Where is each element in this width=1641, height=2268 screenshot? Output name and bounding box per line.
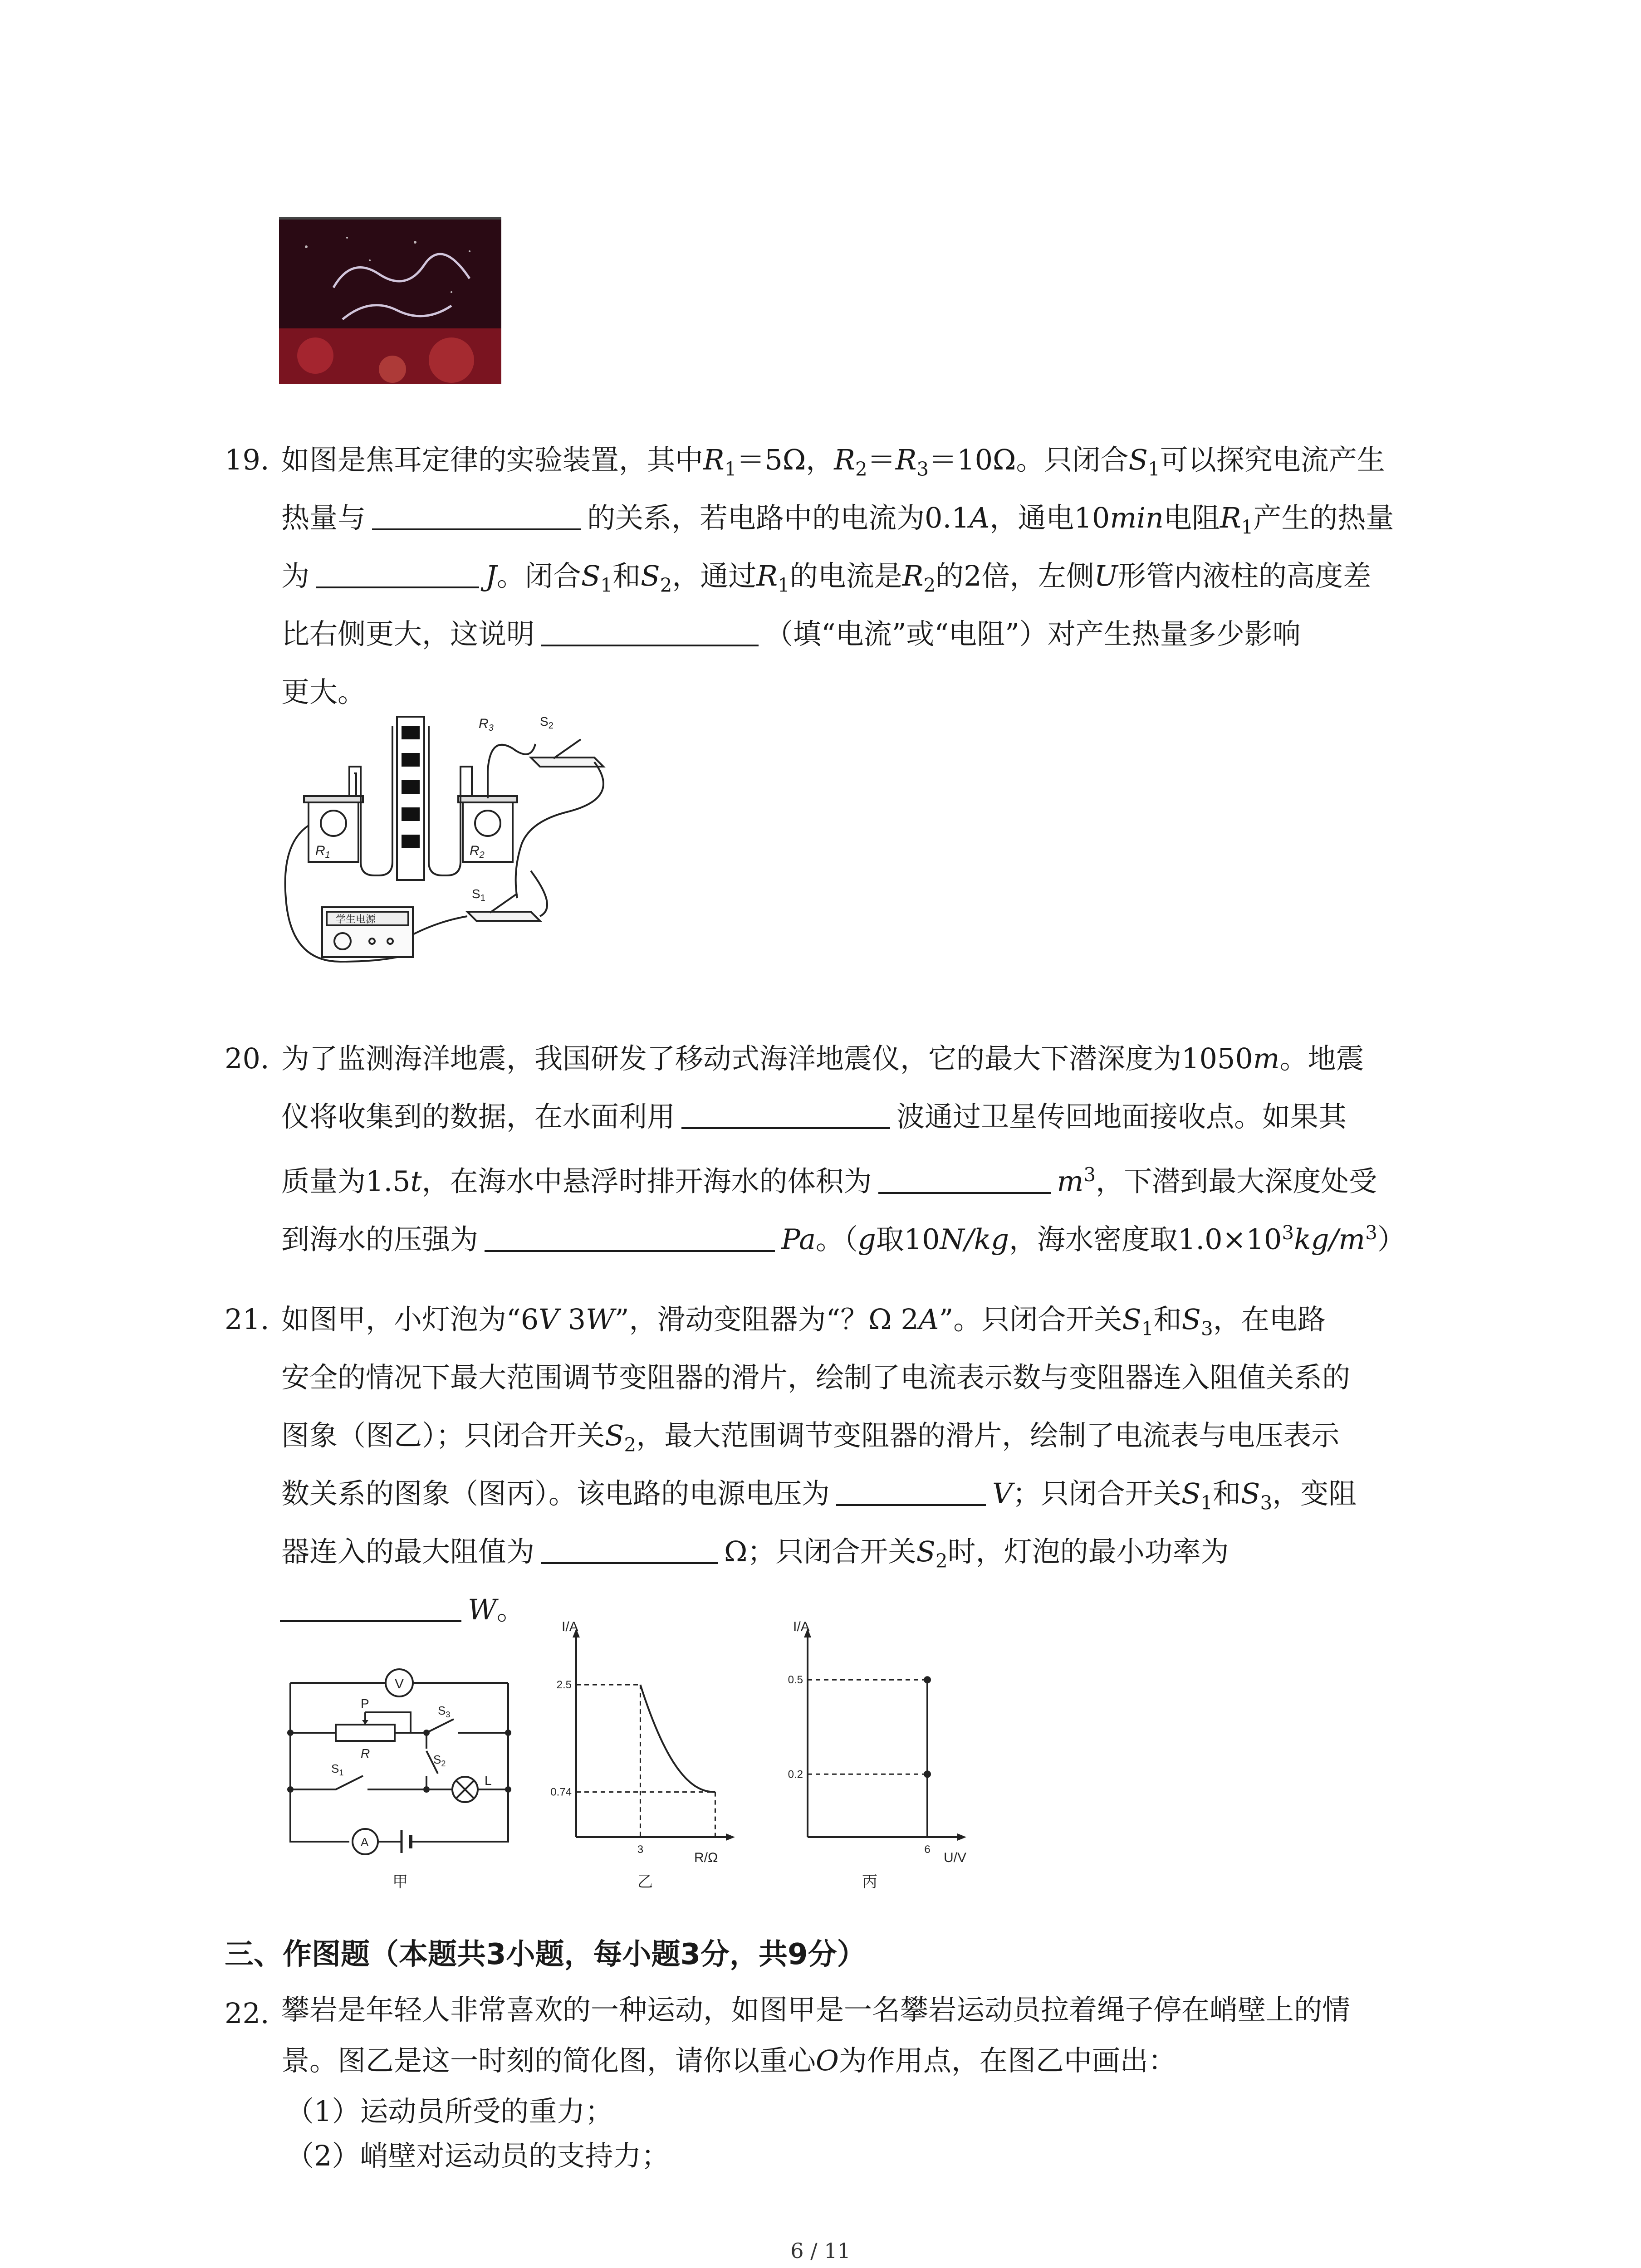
svg-text:R3: $R_3$ (479, 716, 494, 733)
q21-line5: 器连入的最大阻值为 Ω；只闭合开关$S_2$时，灯泡的最小功率为 (281, 1535, 1229, 1572)
q19-number: 19. (225, 443, 269, 476)
s2-label-jia: S (433, 1753, 441, 1766)
q19-text (281, 431, 1443, 721)
q21-line4: 数关系的图象（图丙）。该电路的电源电压为 V；只闭合开关$S_1$和$S_3$，变阻 (281, 1477, 1357, 1514)
q19-line2: 热量与 的关系，若电路中的电流为0.1A，通电10min电阻$R_1$产生的热量 (281, 501, 1394, 538)
q20-blank1[interactable] (681, 1101, 890, 1129)
q22-text (281, 1984, 1443, 2175)
slogan-photo-art (279, 220, 501, 384)
q20-blank2[interactable] (878, 1166, 1051, 1194)
caption-yi: 乙 (637, 1873, 653, 1891)
s2-label: S (540, 714, 549, 728)
q22-line4: （2）峭壁对运动员的支持力； (286, 2139, 670, 2172)
q21-graph-bing (771, 1615, 989, 1896)
q19-line3: 为 J。闭合$S_1$和$S_2$，通过$R_1$的电流是$R_2$的2倍，左侧U形管内液柱的高度差 (281, 559, 1371, 596)
s2-switch-base (531, 758, 603, 767)
q20-blank3[interactable] (485, 1224, 775, 1252)
voltmeter-label: V (395, 1677, 404, 1691)
q21-number: 21. (225, 1303, 269, 1336)
q20-number: 20. (225, 1042, 269, 1075)
r1-label: R (315, 843, 325, 858)
ammeter-label: A (361, 1835, 369, 1849)
yi-curve (640, 1685, 715, 1792)
q19-blank2[interactable] (316, 560, 479, 588)
q21-blank3[interactable] (280, 1594, 461, 1622)
q21-line3: 图象（图乙）；只闭合开关$S_2$，最大范围调节变阻器的滑片，绘制了电流表与电压表示 (281, 1419, 1340, 1456)
slogan-photo (279, 217, 501, 384)
s1-label-jia: S (331, 1762, 339, 1775)
bing-ytick-0.5: 0.5 (788, 1674, 803, 1686)
q20-line2: 仪将收集到的数据，在水面利用 波通过卫星传回地面接收点。如果其 (281, 1100, 1347, 1133)
q19-figure (277, 708, 622, 971)
svg-text:S1: $S_1$ (331, 1762, 344, 1777)
svg-text:R2: $R_2$ (470, 843, 485, 860)
bing-point-0.2 (924, 1770, 931, 1778)
q21-circuit-jia (281, 1656, 517, 1896)
bing-ytick-0.2: 0.2 (788, 1768, 803, 1781)
s1-switch-base (467, 912, 540, 921)
slider-label: P (361, 1696, 369, 1711)
svg-text:R1: $R_1$ (315, 843, 330, 860)
s1-label: S (472, 887, 480, 901)
q20-line4: 到海水的压强为 Pa。（g取10N/kg，海水密度取$1.0\times 10^3kg/m^3$） (281, 1222, 1406, 1256)
yi-ylabel: I/A (562, 1619, 578, 1634)
bing-xtick-6: 6 (924, 1843, 931, 1856)
q19-line5: 更大。 (281, 675, 366, 709)
q19-line4: 比右侧更大，这说明 （填“电流”或“电阻”）对产生热量多少影响 (281, 617, 1301, 650)
yi-ytick-0.74: 0.74 (550, 1786, 572, 1799)
bing-ylabel: I/A (793, 1619, 810, 1634)
page-footer: 6 / 11 (790, 2239, 851, 2263)
q22-line2: 景。图乙是这一时刻的简化图，请你以重心O为作用点，在图乙中画出： (281, 2044, 1176, 2077)
s3-label: S (438, 1704, 446, 1717)
q21-blank2[interactable] (541, 1536, 718, 1564)
rheostat-icon (336, 1725, 395, 1741)
r3-label: R (479, 716, 489, 731)
q22-line3: （1）运动员所受的重力； (286, 2095, 613, 2128)
bing-point-0.5 (924, 1676, 931, 1683)
r2-label: R (470, 843, 480, 858)
power-supply-label: 学生电源 (336, 914, 376, 925)
q20-line3: 质量为1.5t，在海水中悬浮时排开海水的体积为 $m^3$，下潜到最大深度处受 (281, 1163, 1377, 1198)
q21-line6: W。 (280, 1581, 1443, 1639)
q21-blank1[interactable] (836, 1478, 986, 1506)
yi-xtick-3: 3 (637, 1843, 644, 1856)
q22-number: 22. (225, 1997, 269, 2030)
yi-xlabel: R/Ω (694, 1850, 718, 1865)
q22-line1: 攀岩是年轻人非常喜欢的一种运动，如图甲是一名攀岩运动员拉着绳子停在峭壁上的情 (281, 1993, 1351, 2026)
q20-text (281, 1030, 1443, 1262)
rheostat-label: R (361, 1746, 370, 1760)
q19-line1: 如图是焦耳定律的实验装置，其中$R_1=5\Omega$，$R_2=R_3=10\Omega$。只闭合$S_1$可以探究电流产生 (281, 443, 1385, 480)
yi-ytick-2.5: 2.5 (556, 1679, 572, 1691)
svg-text:S1: $S_1$ (472, 887, 485, 903)
caption-bing: 丙 (862, 1873, 877, 1891)
q21-text (281, 1290, 1443, 1639)
q19-blank3[interactable] (541, 618, 759, 646)
q21-line2: 安全的情况下最大范围调节变阻器的滑片，绘制了电流表示数与变阻器连入阻值关系的 (281, 1361, 1351, 1394)
q21-graph-yi (540, 1615, 758, 1896)
section3-title: 三、作图题（本题共3小题，每小题3分，共9分） (225, 1938, 866, 1971)
lamp-label: L (485, 1774, 492, 1788)
q20-line1: 为了监测海洋地震，我国研发了移动式海洋地震仪，它的最大下潜深度为1050m。地震 (281, 1042, 1364, 1075)
caption-jia: 甲 (392, 1873, 408, 1891)
bing-xlabel: U/V (944, 1850, 967, 1865)
svg-text:S2: $S_2$ (433, 1753, 446, 1768)
svg-text:S2: $S_2$ (540, 714, 554, 731)
svg-text:S3: $S_3$ (438, 1704, 451, 1719)
q21-line1: 如图甲，小灯泡为“6V 3W”，滑动变阻器为“？Ω 2A”。只闭合开关$S_1$和$S_3$，在电路 (281, 1303, 1326, 1340)
q19-blank1[interactable] (372, 502, 581, 530)
